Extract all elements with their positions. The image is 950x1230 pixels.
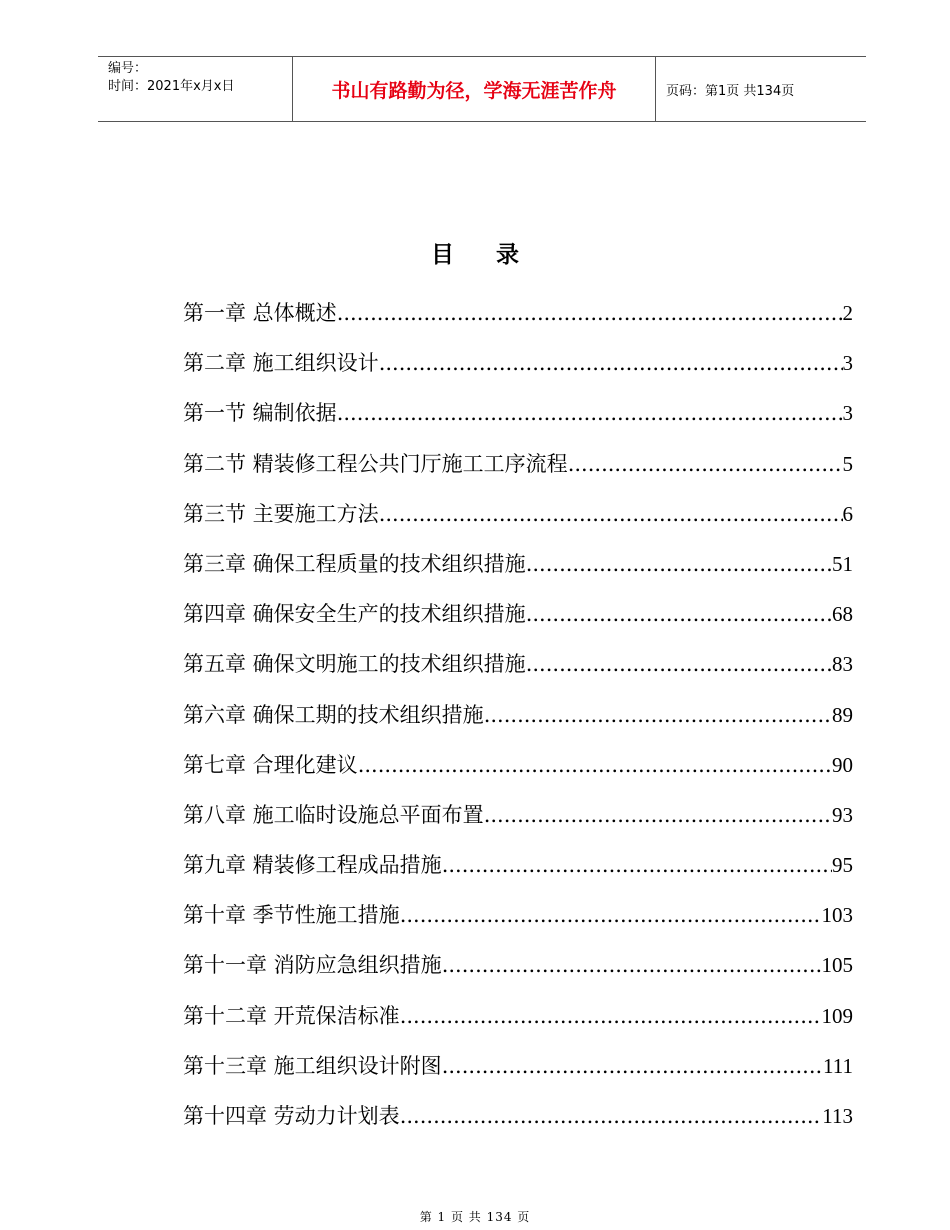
toc-entry[interactable] — [183, 444, 853, 494]
toc-entry-label: 第九章 精装修工程成品措施 — [183, 853, 442, 878]
toc-entry[interactable] — [183, 945, 853, 995]
toc-dot-leader — [337, 393, 843, 433]
toc-dot-leader — [379, 494, 843, 534]
toc-entry-label: 第十章 季节性施工措施 — [183, 903, 400, 928]
toc-dot-leader — [526, 544, 832, 584]
toc-entry[interactable] — [183, 494, 853, 544]
toc-dot-leader — [526, 594, 832, 634]
document-time-label: 时间：2021年x月x日 — [108, 79, 235, 94]
toc-entry-page: 113 — [822, 1104, 853, 1128]
toc-dot-leader — [358, 745, 832, 785]
toc-dot-leader — [400, 996, 822, 1036]
toc-entry-label: 第六章 确保工期的技术组织措施 — [183, 702, 484, 727]
toc-dot-leader — [400, 895, 822, 935]
toc-entry-page: 6 — [842, 501, 853, 526]
document-number-label: 编号： — [108, 61, 148, 76]
toc-dot-leader — [484, 795, 832, 835]
toc-entry[interactable] — [183, 745, 853, 795]
toc-entry[interactable] — [183, 695, 853, 745]
toc-entry-label: 第十三章 施工组织设计附图 — [183, 1053, 442, 1078]
toc-dot-leader — [442, 945, 822, 985]
toc-entry[interactable] — [183, 996, 853, 1046]
toc-entry[interactable] — [183, 1046, 853, 1096]
toc-dot-leader — [400, 1096, 823, 1136]
toc-title: 目录 — [431, 242, 561, 268]
toc-entry-label: 第五章 确保文明施工的技术组织措施 — [183, 652, 526, 677]
toc-entry[interactable] — [183, 1096, 853, 1146]
toc-entry-label: 第三章 确保工程质量的技术组织措施 — [183, 551, 526, 576]
toc-entry-label: 第四章 确保安全生产的技术组织措施 — [183, 602, 526, 627]
toc-entry[interactable] — [183, 795, 853, 845]
toc-dot-leader — [442, 1046, 823, 1086]
toc-entry-page: 90 — [832, 752, 853, 777]
toc-entry-page: 95 — [832, 853, 853, 878]
header-page-number: 页码：第1页 共134页 — [666, 83, 795, 99]
toc-entry-page: 51 — [832, 551, 853, 576]
toc-dot-leader — [526, 644, 832, 684]
toc-dot-leader — [442, 845, 832, 885]
toc-entry-label: 第一章 总体概述 — [183, 301, 337, 325]
toc-entry[interactable] — [183, 293, 853, 343]
toc-entry[interactable] — [183, 644, 853, 694]
toc-dot-leader — [337, 293, 843, 333]
header-slogan: 书山有路勤为径，学海无涯苦作舟 — [293, 57, 656, 121]
toc-entry[interactable] — [183, 895, 853, 945]
toc-entry-page: 83 — [832, 652, 853, 677]
toc-entry-page: 109 — [821, 1003, 853, 1028]
toc-dot-leader — [484, 695, 832, 735]
toc-entry-page: 111 — [823, 1053, 853, 1078]
toc-entry-label: 第十四章 劳动力计划表 — [183, 1104, 400, 1128]
toc-dot-leader — [379, 343, 843, 383]
toc-entry[interactable] — [183, 594, 853, 644]
toc-entry-page: 103 — [821, 903, 853, 928]
header-meta — [98, 57, 293, 121]
table-of-contents — [183, 293, 853, 1146]
toc-entry-label: 第十二章 开荒保洁标准 — [183, 1003, 400, 1028]
toc-entry-page: 89 — [832, 702, 853, 727]
toc-entry-label: 第七章 合理化建议 — [183, 752, 358, 777]
toc-entry-label: 第一节 编制依据 — [183, 401, 337, 426]
toc-entry-page: 105 — [821, 953, 853, 978]
toc-entry-page: 3 — [842, 401, 853, 426]
toc-dot-leader — [568, 444, 843, 484]
toc-entry-page: 68 — [832, 602, 853, 627]
toc-entry-page: 93 — [832, 802, 853, 827]
toc-entry[interactable] — [183, 845, 853, 895]
toc-entry-label: 第二节 精装修工程公共门厅施工工序流程 — [183, 451, 568, 476]
page-footer: 第 1 页 共 134 页 — [419, 1210, 531, 1224]
toc-entry-label: 第三节 主要施工方法 — [183, 501, 379, 526]
toc-entry[interactable] — [183, 343, 853, 393]
page-header — [98, 56, 866, 122]
toc-entry[interactable] — [183, 544, 853, 594]
toc-entry-page: 3 — [842, 351, 853, 376]
toc-entry[interactable] — [183, 393, 853, 443]
toc-entry-page: 5 — [842, 451, 853, 476]
toc-entry-label: 第二章 施工组织设计 — [183, 351, 379, 376]
toc-entry-page: 2 — [842, 301, 853, 325]
toc-entry-label: 第八章 施工临时设施总平面布置 — [183, 802, 484, 827]
toc-entry-label: 第十一章 消防应急组织措施 — [183, 953, 442, 978]
